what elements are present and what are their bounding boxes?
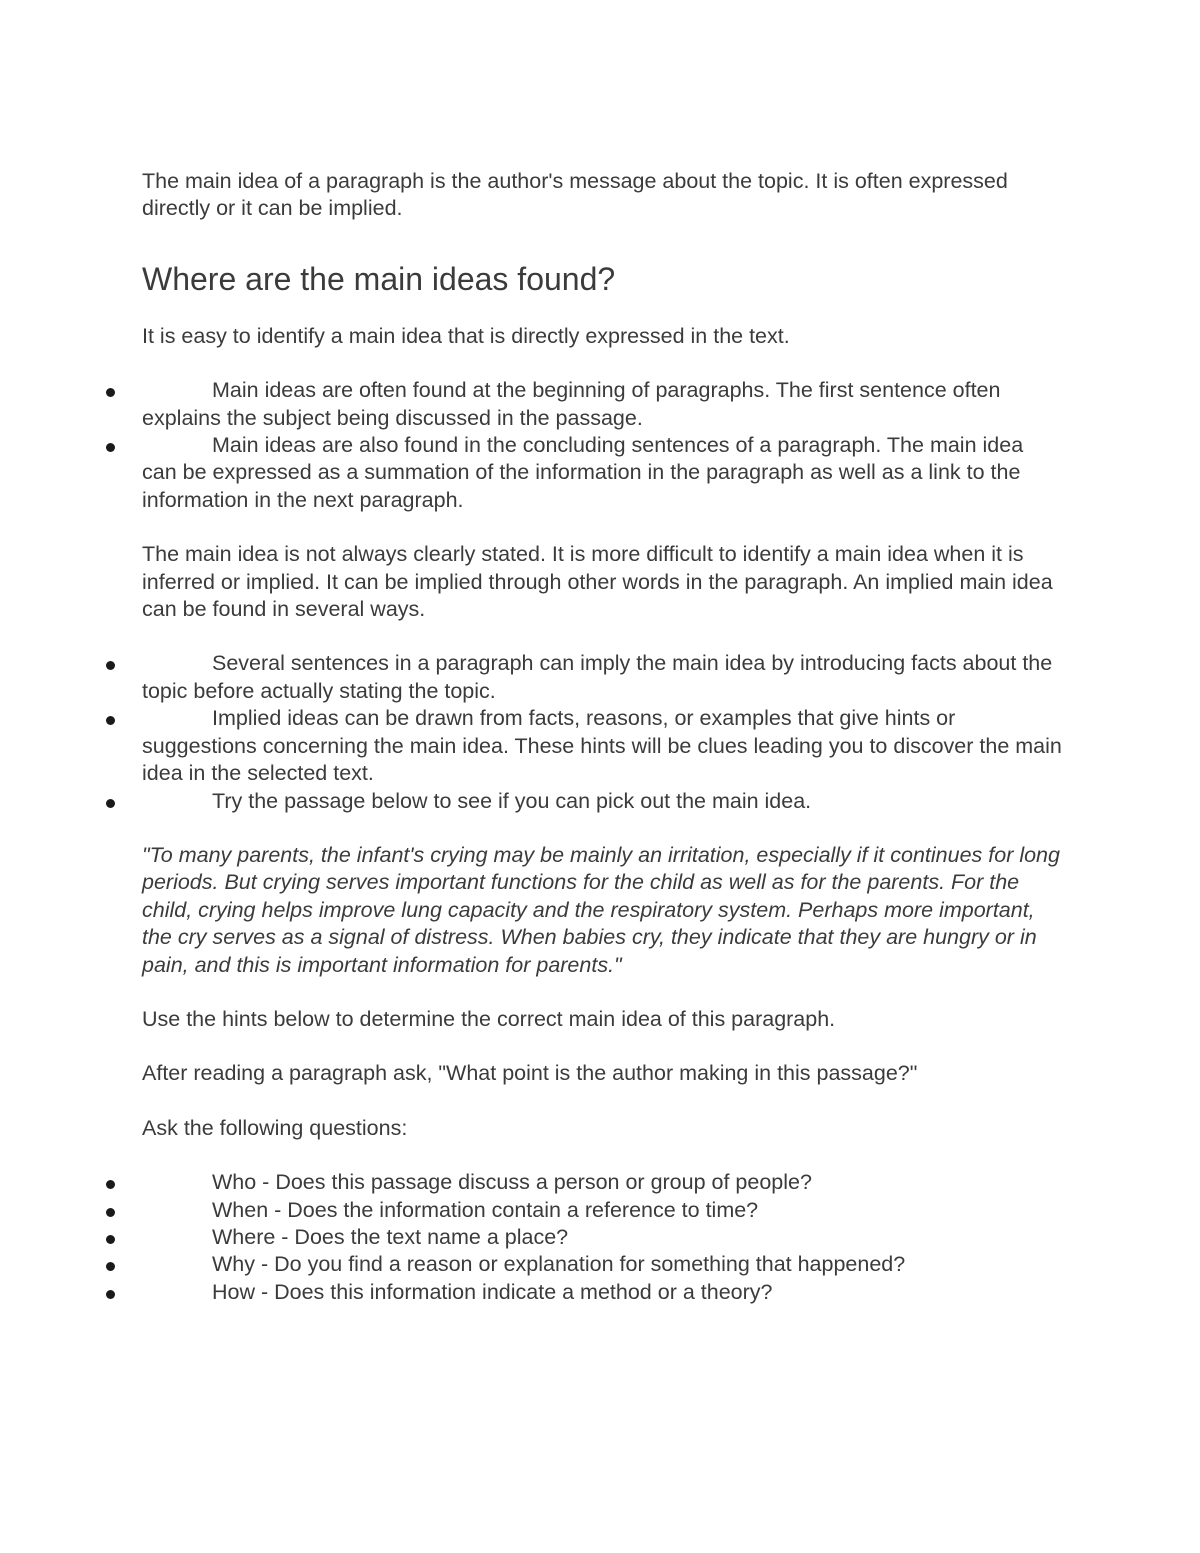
list-item-text: Several sentences in a paragraph can imply the main idea by introducing facts about the topic before actually stating the topic.: [142, 651, 1053, 703]
intro-paragraph: The main idea of a paragraph is the author's message about the topic. It is often expressed directly or it can be implied.: [142, 169, 1008, 221]
list-item: [142, 1224, 1062, 1251]
list-item-text: Try the passage below to see if you can pick out the main idea.: [212, 788, 812, 813]
bullet-icon: [106, 1208, 115, 1217]
list-item: [142, 650, 1062, 705]
list-item-text: Main ideas are also found in the concluding sentences of a paragraph. The main idea can be expressed as a summation of the information in the paragraph as well as a link to the information in the next paragraph.: [142, 433, 1024, 512]
hints-paragraph: Use the hints below to determine the correct main idea of this paragraph.: [142, 1006, 836, 1031]
direct-bullet-list: [142, 377, 1062, 514]
bullet-icon: [106, 1235, 115, 1244]
bullet-icon: [106, 443, 115, 452]
questions-list: [142, 1169, 1062, 1306]
list-item-text: Main ideas are often found at the beginning of paragraphs. The first sentence often explains the subject being discussed in the passage.: [142, 378, 1001, 430]
list-item: [142, 1169, 1062, 1196]
list-item-text: Why - Do you find a reason or explanation for something that happened?: [212, 1252, 906, 1277]
implied-bullet-list: [142, 650, 1062, 814]
list-item: [142, 788, 1062, 815]
list-item: [142, 377, 1062, 432]
list-item-text: Implied ideas can be drawn from facts, reasons, or examples that give hints or suggestions concerning the main idea. These hints will be clues leading you to discover the main idea in the selected text.: [142, 706, 1062, 786]
section-heading: Where are the main ideas found?: [142, 260, 616, 297]
bullet-icon: [106, 661, 115, 670]
document-body: [142, 168, 1062, 1306]
list-item-text: Where - Does the text name a place?: [212, 1224, 569, 1249]
example-quote: "To many parents, the infant's crying may be mainly an irritation, especially if it continues for long periods. But crying serves important functions for the child as well as for the parents. For the child, crying helps improve lung capacity and the respiratory system. Perhaps more important, the cry serves as a signal of distress. When babies cry, they indicate that they are hungry or in pain, and this is important information for parents.": [142, 842, 1060, 977]
after-reading-paragraph: After reading a paragraph ask, "What point is the author making in this passage?": [142, 1061, 918, 1086]
list-item: [142, 1279, 1062, 1306]
implied-intro-paragraph: The main idea is not always clearly stated. It is more difficult to identify a main idea when it is inferred or implied. It can be implied through other words in the paragraph. An implied main idea can be found in several ways.: [142, 542, 1053, 622]
list-item: [142, 432, 1062, 514]
list-item-text: Who - Does this passage discuss a person or group of people?: [212, 1170, 812, 1195]
list-item: [142, 705, 1062, 787]
bullet-icon: [106, 716, 115, 725]
bullet-icon: [106, 1262, 115, 1271]
ask-following-paragraph: Ask the following questions:: [142, 1115, 408, 1140]
list-item-text: When - Does the information contain a reference to time?: [212, 1197, 759, 1222]
bullet-icon: [106, 1180, 115, 1189]
bullet-icon: [106, 1290, 115, 1299]
list-item: [142, 1251, 1062, 1278]
bullet-icon: [106, 799, 115, 808]
bullet-icon: [106, 388, 115, 397]
direct-intro-paragraph: It is easy to identify a main idea that is directly expressed in the text.: [142, 323, 790, 348]
list-item-text: How - Does this information indicate a method or a theory?: [212, 1279, 773, 1304]
list-item: [142, 1197, 1062, 1224]
